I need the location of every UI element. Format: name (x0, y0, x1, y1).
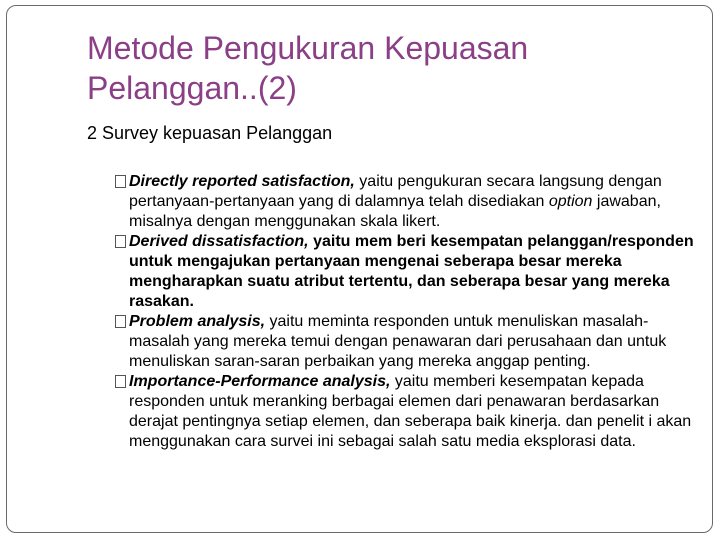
bullet-emphasis: option (548, 193, 593, 210)
bullet-text: yaitu meminta responden untuk menuliskan masalah-masalah yang mereka temui dengan penawaran dari perusahaan dan untuk menuliskan saran-saran perbaikan yang mereka anggap penting. (129, 313, 667, 370)
bullet-text: yaitu mem beri kesempatan pelanggan/responden untuk mengajukan pertanyaan mengenai seberapa besar mereka mengharapkan suatu atribut tertentu, dan seberapa besar yang mereka rasakan. (129, 233, 694, 310)
bullet-lead: Directly reported satisfaction, (129, 173, 355, 190)
bullet-lead: Derived dissatisfaction, (129, 233, 309, 250)
slide-title-line-2: Pelanggan..(2) (87, 70, 297, 106)
square-bullet-icon (115, 315, 126, 328)
square-bullet-icon (115, 375, 126, 388)
bullet-lead: Problem analysis, (129, 313, 266, 330)
slide-title (87, 28, 687, 108)
section-subtitle: 2 Survey kepuasan Pelanggan (87, 123, 333, 143)
bullet-text: jawaban, misalnya dengan menggunakan skala likert. (129, 193, 661, 230)
bullet-item-derived-dissatisfaction (115, 232, 700, 312)
bullet-text: yaitu pengukuran secara langsung dengan pertanyaan-pertanyaan yang di dalamnya telah disediakan (129, 173, 662, 210)
bullet-item-importance-performance (115, 372, 700, 452)
bullet-item-directly-reported (115, 172, 700, 232)
bullet-item-problem-analysis (115, 312, 700, 372)
bullet-text: yaitu memberi kesempatan kepada responden untuk meranking berbagai elemen dari penawaran berdasarkan derajat pentingnya setiap elemen, dan seberapa baik kinerja. dan penelit i akan menggunakan cara survei ini sebagai salah satu media eksplorasi data. (129, 373, 692, 450)
bullet-list (115, 172, 700, 452)
bullet-lead: Importance-Performance analysis, (129, 373, 391, 390)
slide-title-line-1: Metode Pengukuran Kepuasan (87, 30, 529, 66)
square-bullet-icon (115, 175, 126, 188)
slide-frame (6, 5, 713, 533)
square-bullet-icon (115, 235, 126, 248)
